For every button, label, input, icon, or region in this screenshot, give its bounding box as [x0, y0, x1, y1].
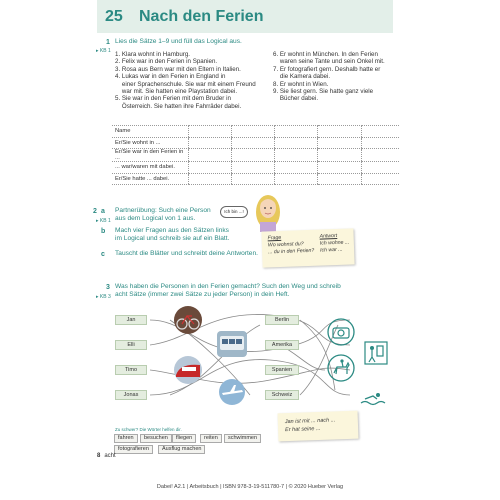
- instruction-line: Mach vier Fragen aus den Sätzen links: [115, 227, 229, 234]
- table-cell[interactable]: [275, 126, 318, 138]
- train-photo: [172, 355, 204, 385]
- table-cell[interactable]: [275, 173, 318, 185]
- table-cell[interactable]: [231, 173, 274, 185]
- speech-bubble: Ich bin ...!: [220, 206, 248, 218]
- instruction-line: Partnerübung: Such eine Person: [115, 207, 211, 214]
- vocab-chip: fotografieren: [114, 445, 153, 454]
- table-cell[interactable]: [275, 149, 318, 162]
- exercise-2c-instruction: Tauscht die Blätter und schreibt deine Antworten.: [115, 250, 258, 257]
- vocab-helper-label: Zu schwer? Die Wörter helfen dir.: [115, 427, 182, 432]
- sentence-line: 3. Rosa aus Bern war mit den Eltern in Italien.: [115, 65, 241, 73]
- swimming-icon: [359, 388, 387, 408]
- girl-illustration: [250, 190, 286, 232]
- sentence-line: einer Sprachenschule. Sie war mit einem Freund: [115, 80, 256, 88]
- table-cell[interactable]: [361, 162, 399, 174]
- table-cell[interactable]: [361, 126, 399, 138]
- sentence-line: war mit. Sie hatten eine Playstation dabei.: [115, 88, 238, 96]
- table-cell[interactable]: [318, 126, 361, 138]
- vocab-chip: fliegen: [172, 434, 196, 443]
- city-label-spanien: Spanien: [265, 365, 299, 375]
- city-label-schweiz: Schweiz: [265, 390, 299, 400]
- table-row: [112, 162, 399, 174]
- page-number-word: acht: [104, 453, 116, 459]
- table-cell[interactable]: [188, 137, 231, 149]
- table-cell[interactable]: [275, 162, 318, 174]
- name-label-jonas: Jonas: [115, 390, 147, 400]
- chapter-number: 25: [105, 8, 123, 25]
- maze-paths: [110, 300, 400, 420]
- table-row: [112, 173, 399, 185]
- publisher-credit: Dabei! A2.1 | Arbeitsbuch | ISBN 978-3-19-511780-7 | © 2020 Hueber Verlag: [156, 484, 344, 490]
- note-question-head: Frage: [267, 234, 282, 242]
- note-question-1: Wo wohnst du?: [267, 241, 304, 249]
- note-example-line: Er hat seine ...: [285, 425, 321, 434]
- table-cell[interactable]: [318, 173, 361, 185]
- sentence-line: 5. Sie war in den Ferien mit dem Bruder in: [115, 95, 231, 103]
- note-answer-2: Ich war ...: [319, 246, 343, 254]
- exercise-1-instruction: Lies die Sätze 1–9 und füll das Logical aus.: [115, 38, 242, 45]
- table-cell[interactable]: [361, 137, 399, 149]
- note-question-2: ... du in den Ferien?: [268, 247, 315, 256]
- sentences-right: [273, 51, 385, 103]
- page-number-digit: 8: [97, 453, 101, 459]
- exercise-3-instruction: [115, 283, 341, 299]
- bus-stop-icon: [363, 340, 389, 366]
- city-label-berlin: Berlin: [265, 315, 299, 325]
- table-cell[interactable]: [231, 162, 274, 174]
- table-cell[interactable]: [231, 126, 274, 138]
- sentence-line: Bücher dabei.: [273, 95, 319, 103]
- exercise-2-number: 2: [93, 208, 97, 215]
- sentence-line: Österreich. Sie hatten ihre Fahrräder dabei.: [115, 102, 242, 110]
- sentence-line: 4. Lukas war in den Ferien in England in: [115, 73, 226, 81]
- exercise-2a-letter: a: [101, 208, 105, 215]
- instruction-line: im Logical und schreib sie auf ein Blatt.: [115, 235, 230, 242]
- row-label: Er/Sie hatte ... dabei.: [112, 173, 188, 185]
- vocab-chip: schwimmen: [224, 434, 261, 443]
- table-cell[interactable]: [361, 173, 399, 185]
- exercise-1-number: 1: [106, 39, 110, 46]
- exercise-2-ref: ▸ KB 1: [96, 218, 111, 224]
- note-card-example: [278, 411, 359, 442]
- row-label: Er/Sie wohnt in ...: [112, 137, 188, 149]
- camera-icon: [327, 318, 355, 346]
- city-label-amerika: Amerika: [265, 340, 299, 350]
- sentence-line: waren seine Tante und sein Onkel mit.: [273, 58, 385, 66]
- sentence-line: 1. Klara wohnt in Hamburg.: [115, 51, 190, 58]
- table-cell[interactable]: [188, 126, 231, 138]
- note-answer-head: Antwort: [319, 232, 338, 240]
- exercise-3-number: 3: [106, 284, 110, 291]
- instruction-line: Was haben die Personen in den Ferien gemacht? Such den Weg und schreib: [115, 283, 341, 290]
- name-label-jan: Jan: [115, 315, 147, 325]
- table-row: [112, 149, 399, 162]
- note-example-line: Jan ist mit ... nach ...: [284, 417, 336, 426]
- note-answer-1: Ich wohne ...: [319, 239, 350, 247]
- name-label-timo: Timo: [115, 365, 147, 375]
- row-label: Name: [112, 126, 188, 138]
- vocab-chip: reiten: [200, 434, 222, 443]
- table-cell[interactable]: [318, 137, 361, 149]
- table-cell[interactable]: [188, 149, 231, 162]
- exercise-2a-instruction: [115, 207, 211, 223]
- note-card-questions: [261, 228, 354, 267]
- sentence-line: 8. Er wohnt in Wien.: [273, 80, 329, 88]
- sentences-left: [115, 51, 256, 110]
- vocab-chip: fahren: [114, 434, 138, 443]
- table-cell[interactable]: [275, 137, 318, 149]
- sentence-line: die Kamera dabei.: [273, 73, 331, 81]
- instruction-line: acht Sätze (immer zwei Sätze zu jeder Person) in dein Heft.: [115, 291, 290, 298]
- vocab-chip: besuchen: [140, 434, 172, 443]
- chapter-title: Nach den Ferien: [139, 8, 264, 25]
- table-cell[interactable]: [188, 162, 231, 174]
- table-cell[interactable]: [361, 149, 399, 162]
- page-number: [97, 453, 116, 459]
- table-row: [112, 126, 399, 138]
- bicycle-photo: [173, 305, 203, 335]
- exercise-2b-letter: b: [101, 228, 106, 235]
- logical-table: [112, 125, 399, 185]
- table-cell[interactable]: [188, 173, 231, 185]
- sentence-line: 2. Felix war in den Ferien in Spanien.: [115, 58, 218, 66]
- row-label: Er/Sie war in den Ferien in ...: [112, 149, 188, 162]
- exercise-2c-letter: c: [101, 251, 105, 258]
- sentence-line: 9. Sie liest gern. Sie hatte ganz viele: [273, 88, 374, 96]
- horse-riding-icon: [327, 354, 355, 382]
- bus-photo: [216, 330, 248, 358]
- table-row: [112, 137, 399, 149]
- exercise-3-ref: ▸ KB 3: [96, 294, 111, 300]
- sentence-line: 7. Er fotografiert gern. Deshalb hatte er: [273, 65, 381, 73]
- sentence-line: 6. Er wohnt in München. In den Ferien: [273, 51, 378, 58]
- exercise-1-ref: ▸ KB 1: [96, 48, 111, 54]
- exercise-2b-instruction: [115, 227, 229, 243]
- table-cell[interactable]: [318, 149, 361, 162]
- table-cell[interactable]: [231, 137, 274, 149]
- row-label: ... war/waren mit dabei.: [112, 162, 188, 174]
- table-cell[interactable]: [318, 162, 361, 174]
- name-label-elli: Elli: [115, 340, 147, 350]
- instruction-line: aus dem Logical von 1 aus.: [115, 215, 196, 222]
- airplane-photo: [216, 378, 248, 406]
- vocab-chip: Ausflug machen: [158, 445, 205, 454]
- table-cell[interactable]: [231, 149, 274, 162]
